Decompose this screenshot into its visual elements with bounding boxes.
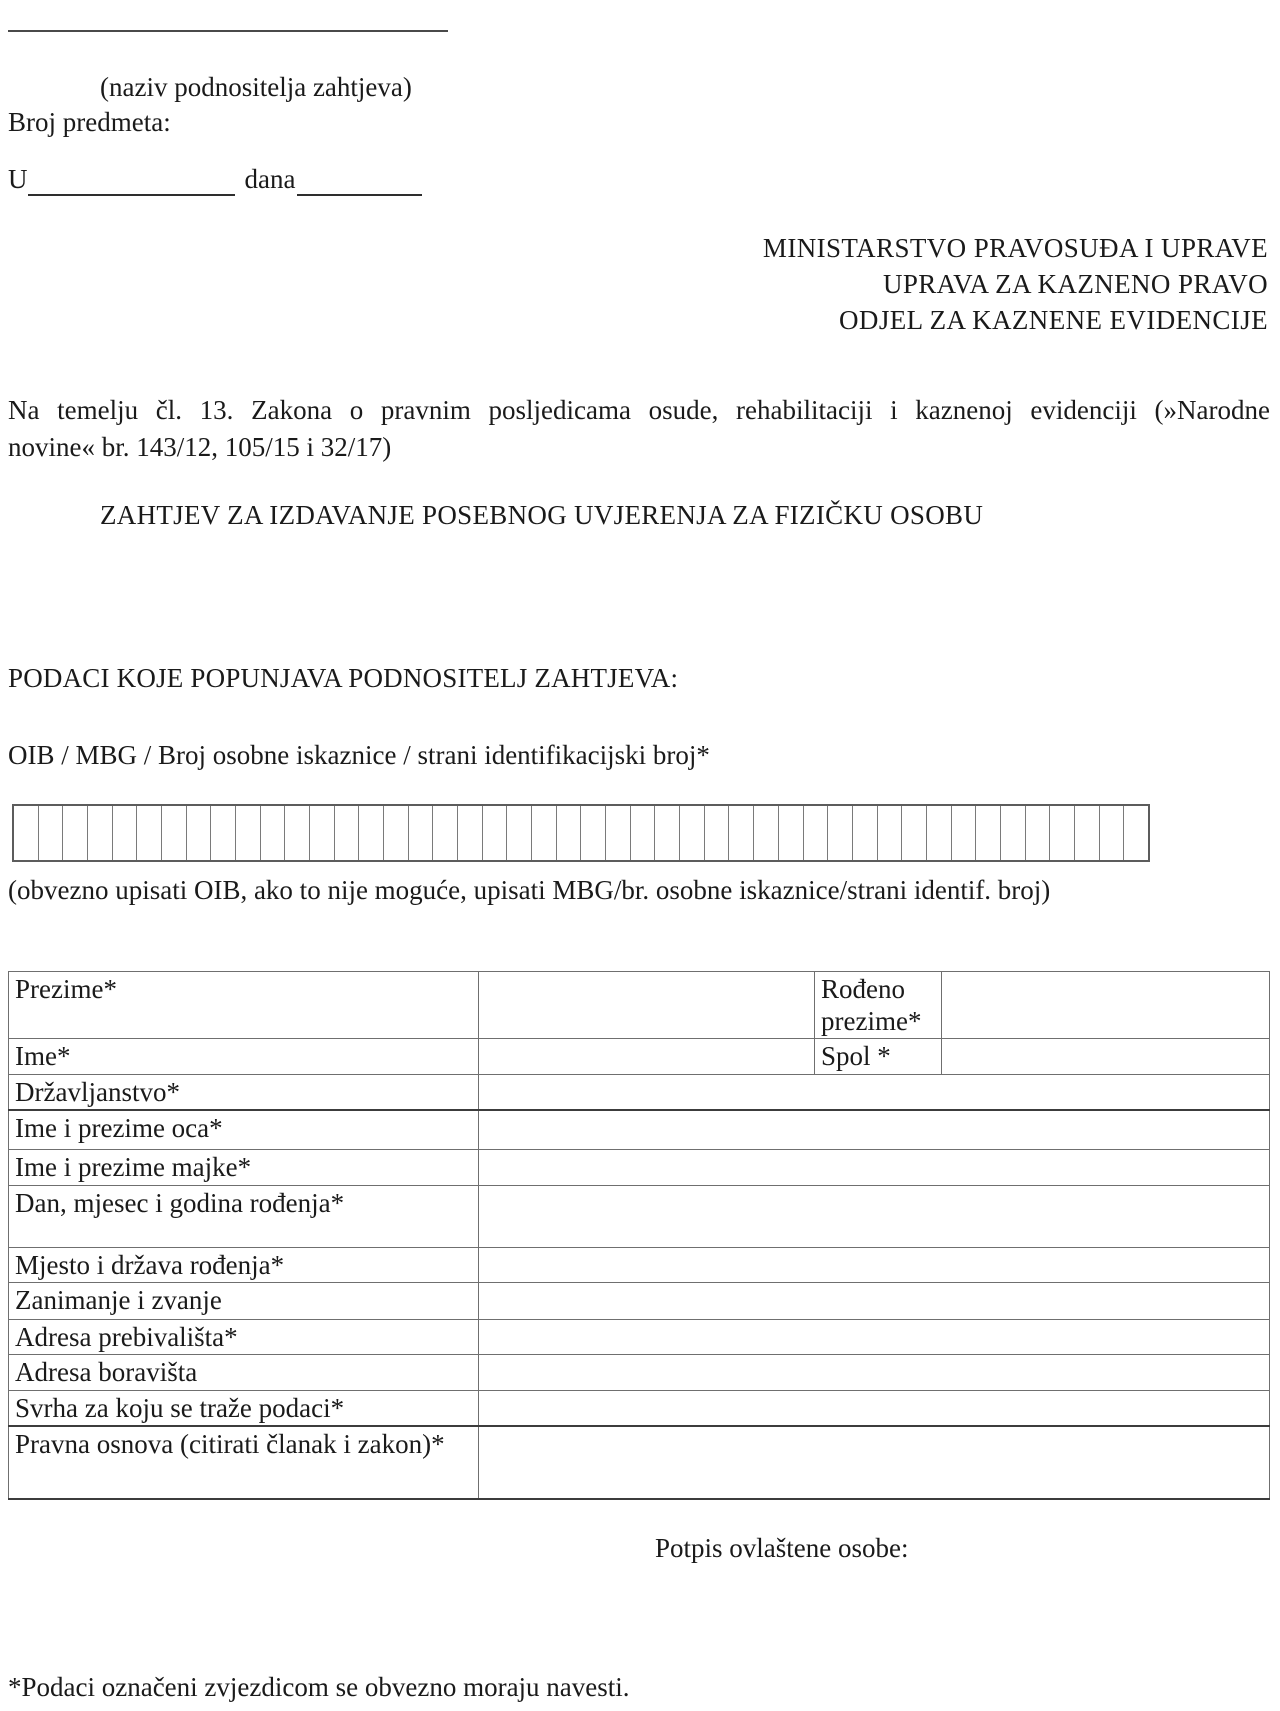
oib-char-box[interactable] <box>1075 806 1100 860</box>
oib-char-box[interactable] <box>137 806 162 860</box>
oib-char-box[interactable] <box>680 806 705 860</box>
oib-char-box[interactable] <box>606 806 631 860</box>
field-label: Svrha za koju se traže podaci* <box>9 1390 479 1426</box>
personal-data-table <box>8 971 1270 1500</box>
oib-char-box[interactable] <box>113 806 138 860</box>
field-value-cell[interactable] <box>479 1319 1270 1354</box>
oib-char-box[interactable] <box>705 806 730 860</box>
date-prefix-label: dana <box>244 164 296 194</box>
table-row <box>9 1247 1270 1282</box>
oib-char-box[interactable] <box>828 806 853 860</box>
section-heading: PODACI KOJE POPUNJAVA PODNOSITELJ ZAHTJEVA: <box>8 663 679 693</box>
oib-char-box[interactable] <box>976 806 1001 860</box>
oib-char-box[interactable] <box>335 806 360 860</box>
oib-char-box[interactable] <box>88 806 113 860</box>
field-label: Ime i prezime majke* <box>9 1149 479 1185</box>
recipient-block <box>763 230 1268 338</box>
table-row <box>9 1110 1270 1149</box>
table-row <box>9 972 1270 1039</box>
field-label: Ime* <box>9 1039 479 1075</box>
field-value-cell[interactable] <box>479 1110 1270 1149</box>
oib-char-box[interactable] <box>532 806 557 860</box>
place-blank-line[interactable] <box>28 168 235 196</box>
field-label: Prezime* <box>9 972 479 1039</box>
place-date-line <box>8 162 422 196</box>
oib-char-box[interactable] <box>39 806 64 860</box>
table-row <box>9 1185 1270 1247</box>
field-label: Zanimanje i zvanje <box>9 1282 479 1319</box>
ministry-line-1: MINISTARSTVO PRAVOSUĐA I UPRAVE <box>762 233 1268 263</box>
oib-char-box[interactable] <box>409 806 434 860</box>
field-label: Ime i prezime oca* <box>9 1110 479 1149</box>
field-value-cell[interactable] <box>479 1390 1270 1426</box>
oib-char-box[interactable] <box>458 806 483 860</box>
oib-char-box[interactable] <box>285 806 310 860</box>
oib-char-box[interactable] <box>729 806 754 860</box>
oib-char-box[interactable] <box>162 806 187 860</box>
oib-char-box[interactable] <box>631 806 656 860</box>
oib-char-box[interactable] <box>236 806 261 860</box>
oib-char-box[interactable] <box>359 806 384 860</box>
oib-char-box[interactable] <box>655 806 680 860</box>
legal-basis-line-2: novine« br. 143/12, 105/15 i 32/17) <box>8 432 392 462</box>
oib-char-box[interactable] <box>1001 806 1026 860</box>
oib-char-box[interactable] <box>507 806 532 860</box>
field-value-cell[interactable] <box>942 1039 1270 1075</box>
place-prefix-label: U <box>8 164 28 194</box>
ministry-line-3: ODJEL ZA KAZNENE EVIDENCIJE <box>839 305 1268 335</box>
oib-char-box[interactable] <box>1124 806 1148 860</box>
oib-char-box[interactable] <box>779 806 804 860</box>
field-value-cell[interactable] <box>479 1354 1270 1390</box>
field-value-cell[interactable] <box>479 1075 1270 1111</box>
field-label: Dan, mjesec i godina rođenja* <box>9 1185 479 1247</box>
oib-char-box[interactable] <box>187 806 212 860</box>
oib-char-box[interactable] <box>902 806 927 860</box>
field-value-cell[interactable] <box>479 1247 1270 1282</box>
form-table-body <box>9 972 1270 1500</box>
table-row <box>9 1039 1270 1075</box>
case-number-label: Broj predmeta: <box>8 107 171 137</box>
oib-char-box[interactable] <box>483 806 508 860</box>
table-row <box>9 1354 1270 1390</box>
oib-char-box[interactable] <box>1026 806 1051 860</box>
field-value-cell[interactable] <box>479 972 815 1039</box>
table-row <box>9 1075 1270 1111</box>
field-label: Rođeno prezime* <box>815 972 942 1039</box>
oib-char-box[interactable] <box>557 806 582 860</box>
oib-char-box[interactable] <box>384 806 409 860</box>
field-label: Spol * <box>815 1039 942 1075</box>
oib-char-box[interactable] <box>261 806 286 860</box>
field-value-cell[interactable] <box>479 1426 1270 1499</box>
field-value-cell[interactable] <box>479 1185 1270 1247</box>
signature-label: Potpis ovlaštene osobe: <box>655 1533 909 1563</box>
oib-char-box[interactable] <box>310 806 335 860</box>
oib-char-box[interactable] <box>581 806 606 860</box>
table-row <box>9 1426 1270 1499</box>
field-value-cell[interactable] <box>479 1149 1270 1185</box>
mandatory-fields-footnote: *Podaci označeni zvjezdicom se obvezno moraju navesti. <box>8 1672 630 1702</box>
legal-basis-line-1: Na temelju čl. 13. Zakona o pravnim posljedicama osude, rehabilitaciji i kaznenoj evidenciji (»Narodne <box>8 395 1270 425</box>
oib-field-label: OIB / MBG / Broj osobne iskaznice / strani identifikacijski broj* <box>8 740 710 770</box>
oib-char-box[interactable] <box>804 806 829 860</box>
oib-char-box[interactable] <box>853 806 878 860</box>
oib-char-box[interactable] <box>1100 806 1125 860</box>
oib-grid[interactable] <box>12 804 1150 862</box>
ministry-line-2: UPRAVA ZA KAZNENO PRAVO <box>882 269 1268 299</box>
table-row <box>9 1390 1270 1426</box>
oib-char-box[interactable] <box>433 806 458 860</box>
form-title: ZAHTJEV ZA IZDAVANJE POSEBNOG UVJERENJA ZA FIZIČKU OSOBU <box>100 500 984 530</box>
oib-char-box[interactable] <box>878 806 903 860</box>
date-blank-line[interactable] <box>297 168 422 196</box>
table-row <box>9 1282 1270 1319</box>
oib-char-box[interactable] <box>952 806 977 860</box>
applicant-name-blank-line[interactable] <box>8 30 448 32</box>
oib-char-box[interactable] <box>211 806 236 860</box>
field-value-cell[interactable] <box>479 1039 815 1075</box>
legal-basis-paragraph <box>8 392 1270 466</box>
oib-char-box[interactable] <box>1050 806 1075 860</box>
oib-char-box[interactable] <box>754 806 779 860</box>
field-value-cell[interactable] <box>479 1282 1270 1319</box>
table-row <box>9 1149 1270 1185</box>
table-row <box>9 1319 1270 1354</box>
field-label: Adresa boravišta <box>9 1354 479 1390</box>
field-label: Mjesto i država rođenja* <box>9 1247 479 1282</box>
applicant-line-caption: (naziv podnositelja zahtjeva) <box>100 72 412 102</box>
oib-char-box[interactable] <box>63 806 88 860</box>
field-label: Državljanstvo* <box>9 1075 479 1111</box>
field-label: Adresa prebivališta* <box>9 1319 479 1354</box>
oib-char-box[interactable] <box>927 806 952 860</box>
oib-char-box[interactable] <box>14 806 39 860</box>
oib-note: (obvezno upisati OIB, ako to nije moguće, upisati MBG/br. osobne iskaznice/strani identif. broj) <box>8 875 1051 905</box>
field-value-cell[interactable] <box>942 972 1270 1039</box>
field-label: Pravna osnova (citirati članak i zakon)* <box>9 1426 479 1499</box>
